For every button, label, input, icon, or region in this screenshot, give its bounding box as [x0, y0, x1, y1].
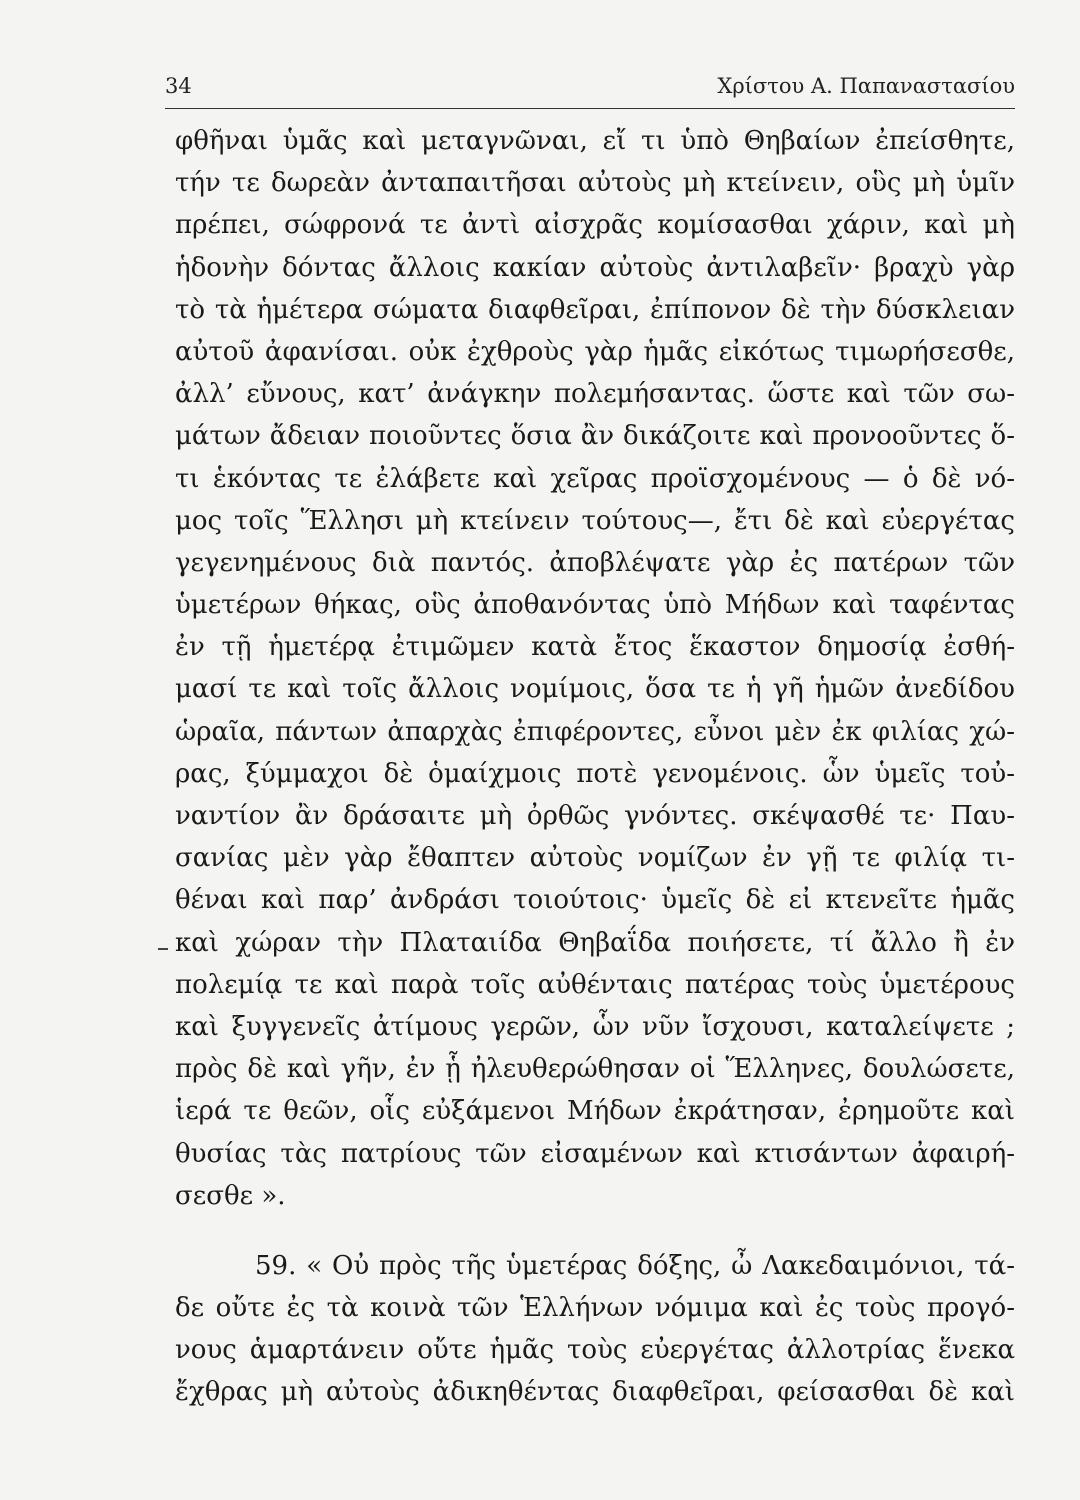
text-line: καὶ ξυγγενεῖς ἀτίμους γερῶν, ὧν νῦν ἴσχουσι, καταλείψετε ; [175, 1011, 1015, 1042]
text-line: ναντίον ἂν δράσαιτε μὴ ὀρθῶς γνόντες. σκέψασθέ τε· Παυ- [175, 801, 1015, 831]
text-line: πρὸς δὲ καὶ γῆν, ἐν ᾗ ἠλευθερώθησαν οἱ Ἕλληνες, δουλώσετε, [175, 1054, 1015, 1085]
page-number: 34 [165, 74, 192, 98]
text-line: καὶ χώραν τὴν Πλαταιίδα Θηβαΐδα ποιήσετε, τί ἄλλο ἢ ἐν [175, 927, 1015, 958]
running-head [165, 70, 1015, 104]
text-line: σεσθε ». [175, 1180, 286, 1211]
text-line: ἡδονὴν δόντας ἄλλοις κακίαν αὐτοὺς ἀντιλαβεῖν· βραχὺ γὰρ [175, 252, 1015, 283]
running-title: Χρίστου Α. Παπαναστασίου [717, 74, 1015, 98]
text-line: τι ἑκόντας τε ἐλάβετε καὶ χεῖρας προϊσχομένους — ὁ δὲ νό- [175, 463, 1015, 494]
text-line: μασί τε καὶ τοῖς ἄλλοις νομίμοις, ὅσα τε ἡ γῆ ἡμῶν ἀνεδίδου [175, 674, 1015, 705]
text-line: μάτων ἄδειαν ποιοῦντες ὅσια ἂν δικάζοιτε καὶ προνοοῦντες ὅ- [175, 421, 1015, 452]
header-rule [165, 108, 1015, 109]
text-line: ρας, ξύμμαχοι δὲ ὁμαίχμοις ποτὲ γενομένοις. ὧν ὑμεῖς τοὐ- [175, 758, 1015, 789]
section-first-line: 59. « Οὐ πρὸς τῆς ὑμετέρας δόξης, ὦ Λακεδαιμόνιοι, τά- [255, 1250, 1015, 1281]
text-line: πρέπει, σώφρονά τε ἀντὶ αἰσχρᾶς κομίσασθαι χάριν, καὶ μὴ [175, 210, 1015, 241]
text-line: ὡραῖα, πάντων ἀπαρχὰς ἐπιφέροντες, εὖνοι μὲν ἐκ φιλίας χώ- [175, 716, 1015, 747]
text-line: ἐν τῇ ἡμετέρᾳ ἐτιμῶμεν κατὰ ἔτος ἕκαστον δημοσίᾳ ἐσθή- [175, 632, 1015, 663]
text-line: ἀλλ’ εὔνους, κατ’ ἀνάγκην πολεμήσαντας. ὥστε καὶ τῶν σω- [175, 379, 1015, 410]
text-line: θέναι καὶ παρ’ ἀνδράσι τοιούτοις· ὑμεῖς δὲ εἰ κτενεῖτε ἡμᾶς [175, 885, 1015, 916]
margin-mark [158, 948, 168, 950]
text-line: ὑμετέρων θήκας, οὓς ἀποθανόντας ὑπὸ Μήδων καὶ ταφέντας [175, 590, 1015, 621]
text-line: τὸ τὰ ἡμέτερα σώματα διαφθεῖραι, ἐπίπονον δὲ τὴν δύσκλειαν [175, 294, 1015, 325]
text-line: αὐτοῦ ἀφανίσαι. οὐκ ἐχθροὺς γὰρ ἡμᾶς εἰκότως τιμωρήσεσθε, [175, 336, 1015, 367]
text-line: πολεμίᾳ τε καὶ παρὰ τοῖς αὐθένταις πατέρας τοὺς ὑμετέρους [175, 969, 1015, 1000]
text-line: μος τοῖς Ἕλλησι μὴ κτείνειν τούτους—, ἔτι δὲ καὶ εὐεργέτας [175, 505, 1015, 536]
paragraph-gap [175, 1217, 1015, 1245]
text-line: ἱερά τε θεῶν, οἷς εὐξάμενοι Μήδων ἐκράτησαν, ἐρημοῦτε καὶ [175, 1096, 1015, 1127]
text-line: ἔχθρας μὴ αὐτοὺς ἀδικηθέντας διαφθεῖραι, φείσασθαι δὲ καὶ [175, 1377, 1015, 1408]
text-line: δε οὔτε ἐς τὰ κοινὰ τῶν Ἑλλήνων νόμιμα καὶ ἐς τοὺς προγό- [175, 1293, 1015, 1324]
text-line: θυσίας τὰς πατρίους τῶν εἰσαμένων καὶ κτισάντων ἀφαιρή- [175, 1138, 1015, 1169]
text-line: νους ἁμαρτάνειν οὔτε ἡμᾶς τοὺς εὐεργέτας ἀλλοτρίας ἕνεκα [175, 1335, 1015, 1366]
text-line: φθῆναι ὑμᾶς καὶ μεταγνῶναι, εἴ τι ὑπὸ Θηβαίων ἐπείσθητε, [175, 126, 1015, 156]
text-line: γεγενημένους διὰ παντός. ἀποβλέψατε γὰρ ἐς πατέρων τῶν [175, 547, 1015, 578]
text-line: σανίας μὲν γὰρ ἔθαπτεν αὐτοὺς νομίζων ἐν γῇ τε φιλίᾳ τι- [175, 843, 1015, 874]
body-text [175, 120, 1015, 1414]
text-line: τήν τε δωρεὰν ἀνταπαιτῆσαι αὐτοὺς μὴ κτείνειν, οὓς μὴ ὑμῖν [175, 168, 1015, 199]
